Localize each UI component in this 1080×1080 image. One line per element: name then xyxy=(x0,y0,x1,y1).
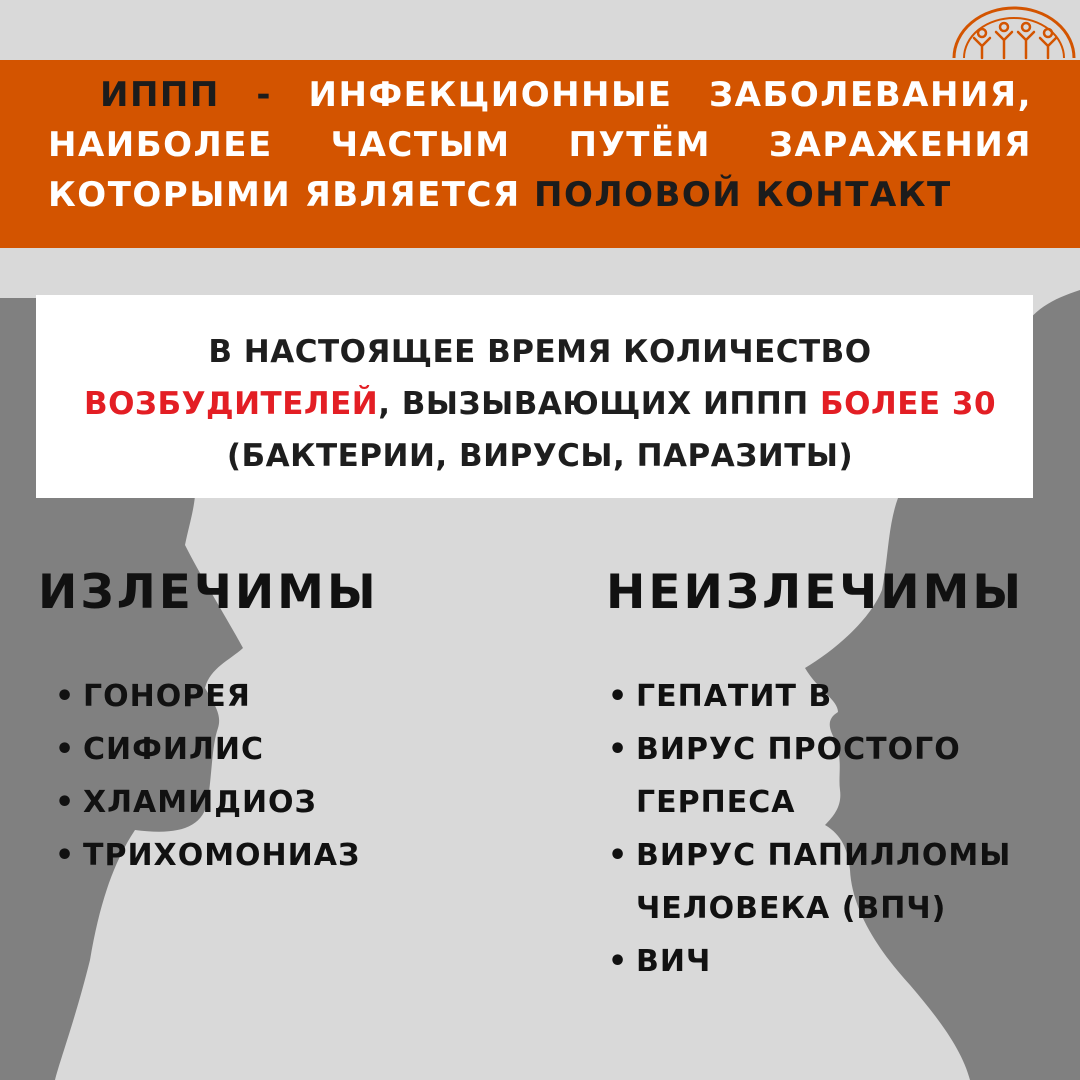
curable-list xyxy=(55,670,475,882)
list-item: • ГОНОРЕЯ xyxy=(55,670,475,723)
list-item: • ГЕПАТИТ В xyxy=(608,670,1058,723)
definition-text xyxy=(48,70,1032,220)
list-item: • СИФИЛИС xyxy=(55,723,475,776)
list-item: • ВИЧ xyxy=(608,935,1058,988)
incurable-list xyxy=(608,670,1058,988)
list-item: • ХЛАМИДИОЗ xyxy=(55,776,475,829)
incurable-heading: НЕИЗЛЕЧИМЫ xyxy=(606,565,1025,620)
list-item: • ВИРУС ПРОСТОГО ГЕРПЕСА xyxy=(608,723,1006,829)
info-line-3: (БАКТЕРИИ, ВИРУСЫ, ПАРАЗИТЫ) xyxy=(226,438,854,474)
curable-heading: ИЗЛЕЧИМЫ xyxy=(38,565,379,620)
people-arch-logo-icon xyxy=(948,0,1080,60)
list-item: • ТРИХОМОНИАЗ xyxy=(55,829,475,882)
definition-body: ИНФЕКЦИОННЫЕ ЗАБОЛЕВАНИЯ, НАИБОЛЕЕ ЧАСТЫМ ПУТЁМ ЗАРАЖЕНИЯ КОТОРЫМИ ЯВЛЯЕТСЯ xyxy=(48,75,1032,215)
list-item: • ВИРУС ПАПИЛЛОМЫ ЧЕЛОВЕКА (ВПЧ) xyxy=(608,829,1056,935)
info-text xyxy=(0,326,1080,482)
term-label: ИППП xyxy=(100,75,220,115)
info-line-1: В НАСТОЯЩЕЕ ВРЕМЯ КОЛИЧЕСТВО xyxy=(208,334,872,370)
info-middle: , ВЫЗЫВАЮЩИХ ИППП xyxy=(378,386,809,422)
pathogens-highlight: ВОЗБУДИТЕЛЕЙ xyxy=(83,386,379,422)
count-highlight: БОЛЕЕ 30 xyxy=(820,386,997,422)
term-dash: - xyxy=(256,75,272,115)
transmission-highlight: ПОЛОВОЙ КОНТАКТ xyxy=(533,175,952,215)
